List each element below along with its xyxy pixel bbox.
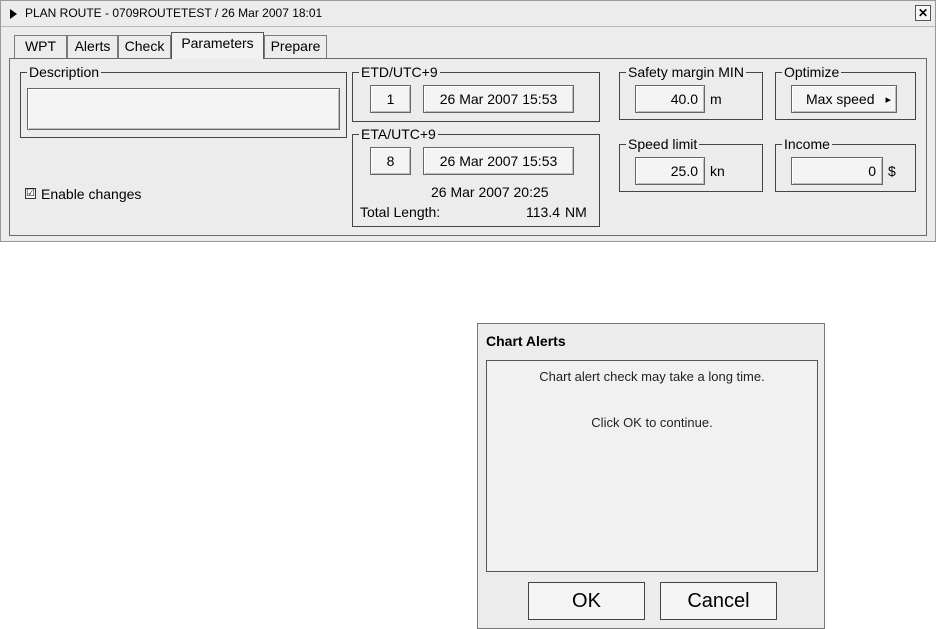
tab-parameters[interactable]: Parameters (171, 32, 264, 59)
optimize-value: Max speed (806, 91, 875, 107)
eta-datetime-input[interactable]: 26 Mar 2007 15:53 (423, 147, 574, 175)
tab-prepare[interactable]: Prepare (264, 35, 327, 58)
income-group (775, 136, 916, 192)
total-length-label: Total Length: (360, 204, 441, 220)
total-length-value: 113.4 (526, 204, 560, 220)
eta-label: ETA/UTC+9 (361, 126, 436, 142)
description-label: Description (29, 64, 100, 80)
tab-check[interactable]: Check (118, 35, 171, 58)
eta-group (352, 126, 600, 227)
description-group (20, 64, 347, 138)
enable-changes-label: Enable changes (41, 186, 142, 202)
ok-button[interactable]: OK (528, 582, 645, 620)
speed-limit-input[interactable]: 25.0 (635, 157, 705, 185)
chart-alerts-dialog (477, 323, 825, 629)
speed-limit-unit: kn (710, 163, 725, 179)
tab-alerts[interactable]: Alerts (67, 35, 118, 58)
description-input[interactable] (27, 88, 340, 130)
eta-arrival-time: 26 Mar 2007 20:25 (431, 184, 549, 200)
eta-number-input[interactable]: 8 (370, 147, 411, 175)
etd-number-input[interactable]: 1 (370, 85, 411, 113)
parameters-panel (9, 58, 927, 236)
optimize-label: Optimize (784, 64, 840, 80)
dialog-message-line2: Click OK to continue. (591, 415, 713, 430)
etd-datetime-input[interactable]: 26 Mar 2007 15:53 (423, 85, 574, 113)
speed-limit-label: Speed limit (628, 136, 698, 152)
dropdown-arrow-icon: ▸ (885, 94, 891, 106)
total-length-unit: NM (565, 204, 587, 220)
etd-group (352, 64, 600, 122)
safety-margin-label: Safety margin MIN (628, 64, 744, 80)
dialog-title: Chart Alerts (486, 333, 566, 349)
tab-wpt[interactable]: WPT (14, 35, 67, 58)
safety-margin-group (619, 64, 763, 120)
speed-limit-group (619, 136, 763, 192)
income-unit: $ (888, 163, 896, 179)
window-menu-arrow-icon[interactable] (10, 9, 17, 19)
title-bar (1, 1, 935, 27)
dialog-message-line1: Chart alert check may take a long time. (539, 369, 765, 384)
cancel-button[interactable]: Cancel (660, 582, 777, 620)
optimize-group (775, 64, 916, 120)
enable-changes-checkbox[interactable]: ☑ (26, 188, 35, 199)
optimize-dropdown[interactable] (791, 85, 897, 113)
window-title: PLAN ROUTE - 0709ROUTETEST / 26 Mar 2007 18:01 (25, 6, 323, 20)
safety-margin-unit: m (710, 91, 722, 107)
close-button[interactable]: ✕ (915, 5, 931, 21)
safety-margin-input[interactable]: 40.0 (635, 85, 705, 113)
etd-label: ETD/UTC+9 (361, 64, 438, 80)
income-input[interactable]: 0 (791, 157, 883, 185)
dialog-message-area (486, 360, 818, 572)
plan-route-window (0, 0, 936, 242)
income-label: Income (784, 136, 830, 152)
